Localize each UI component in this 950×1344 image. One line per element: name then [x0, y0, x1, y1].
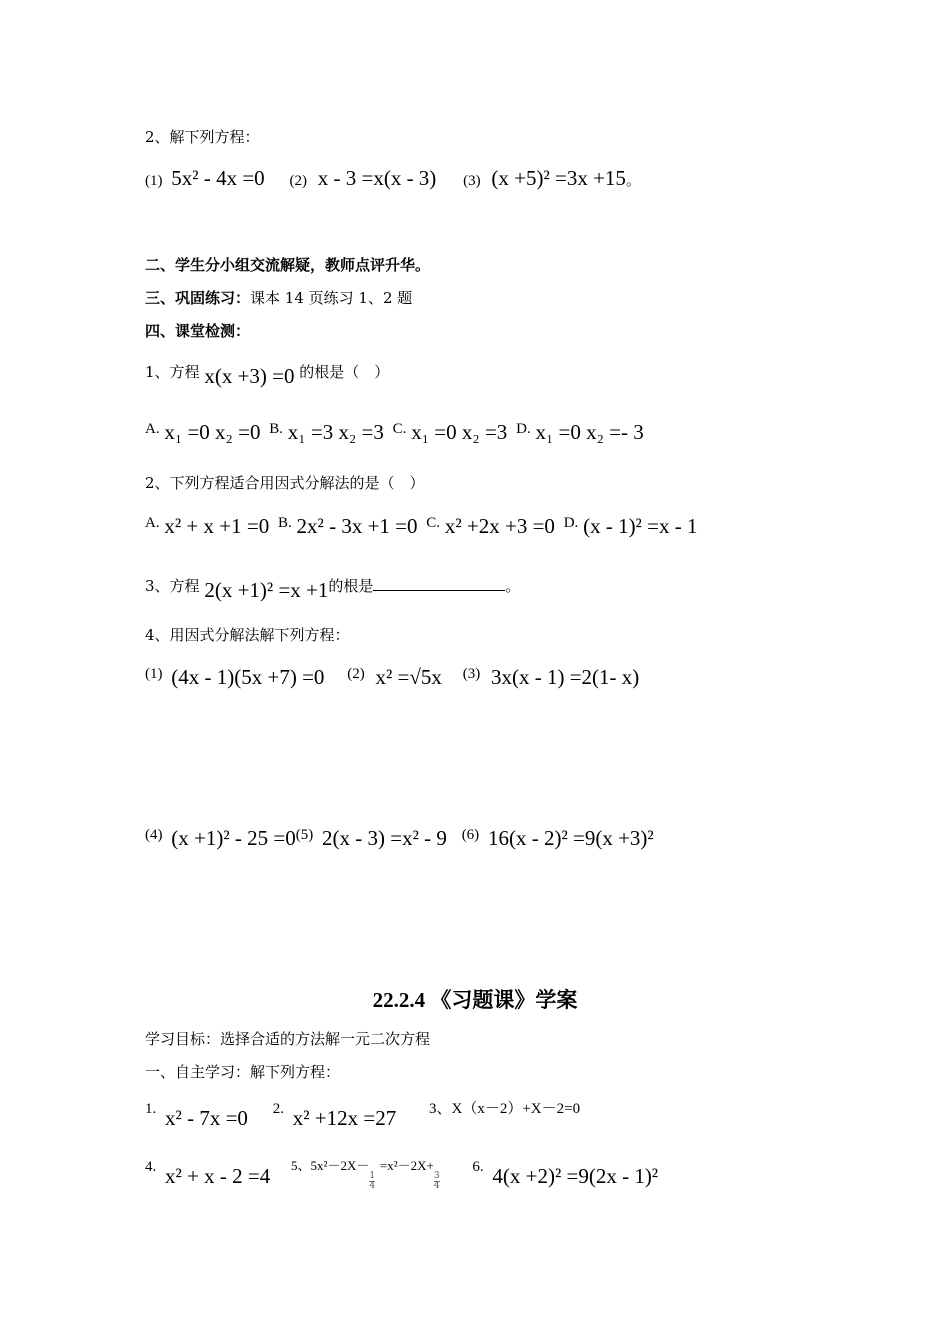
option-equation: x₁ =0 x₂ =3 — [411, 420, 508, 444]
option-label: A. — [145, 421, 160, 437]
option-equation: x² + x +1 =0 — [164, 514, 270, 538]
page-title: 22.2.4 《习题课》学案 — [372, 988, 578, 1012]
item-label: 4. — [145, 1159, 157, 1175]
option-equation: 2x² - 3x +1 =0 — [296, 514, 418, 538]
question-text: 1、方程 — [145, 363, 200, 381]
equation: x² - 7x =0 — [165, 1106, 248, 1130]
equation: (x +1)² - 25 =0 — [171, 826, 296, 850]
learning-goal: 学习目标：选择合适的方法解一元二次方程 — [145, 1030, 431, 1048]
test-question-3 — [145, 572, 521, 602]
item-label: 1. — [145, 1101, 157, 1117]
exercise-row-1 — [145, 1100, 581, 1130]
test-4-row-1 — [145, 665, 639, 690]
item-label: (2) — [289, 173, 307, 189]
section-2-heading: 二、学生分小组交流解疑，教师点评升华。 — [145, 256, 431, 274]
question-2-header: 2、解下列方程： — [145, 128, 260, 146]
test-question-4: 4、用因式分解法解下列方程： — [145, 626, 350, 644]
equation-row — [145, 166, 641, 191]
answer-blank[interactable] — [373, 576, 505, 591]
equation: 3x(x - 1) =2(1- x) — [490, 665, 640, 689]
section-3-line — [145, 289, 412, 307]
item-label: (1) — [145, 666, 163, 682]
fraction-numerator: 1 — [369, 1170, 376, 1181]
option-equation: (x - 1)² =x - 1 — [583, 514, 698, 538]
item-label: (6) — [461, 827, 480, 843]
question-text: 3、方程 — [145, 577, 200, 595]
question-text: 的根是（ ） — [299, 363, 390, 381]
equation: =x²－2X+ — [379, 1158, 434, 1173]
test-1-options — [145, 420, 644, 445]
fraction — [369, 1172, 375, 1191]
equation: (x +5)² =3x +15 — [491, 166, 626, 190]
fraction-denominator: 4 — [433, 1180, 440, 1191]
option-label: B. — [277, 515, 292, 531]
test-4-row-2 — [145, 826, 654, 851]
option-equation: x₁ =0 x₂ =0 — [164, 420, 261, 444]
item-label: (5) — [295, 827, 314, 843]
option-equation: x₁ =3 x₂ =3 — [287, 420, 384, 444]
fraction-denominator: 4 — [369, 1180, 376, 1191]
equation: 16(x - 2)² =9(x +3)² — [487, 826, 654, 850]
equation: 2(x - 3) =x² - 9 — [322, 826, 447, 850]
test-question-2: 2、下列方程适合用因式分解法的是（ ） — [145, 474, 425, 492]
fraction-numerator: 3 — [433, 1170, 440, 1181]
option-label: C. — [392, 421, 407, 437]
option-label: C. — [426, 515, 441, 531]
equation: 5x² - 4x =0 — [171, 166, 265, 190]
option-label: B. — [269, 421, 284, 437]
option-label: A. — [145, 515, 160, 531]
equation: x² + x - 2 =4 — [165, 1164, 271, 1188]
equation: x(x +3) =0 — [204, 364, 295, 388]
period: 。 — [505, 577, 521, 595]
item-label: 6. — [472, 1159, 484, 1175]
test-2-options — [145, 514, 697, 539]
option-label: D. — [563, 515, 579, 531]
equation: 4(x +2)² =9(2x - 1)² — [492, 1164, 659, 1188]
option-equation: x² +2x +3 =0 — [444, 514, 555, 538]
equation: 5、5x²－2X－ — [291, 1158, 370, 1173]
item-label: (1) — [145, 173, 163, 189]
test-question-1 — [145, 358, 390, 388]
section-4-heading: 四、课堂检测： — [145, 322, 251, 340]
period: 。 — [625, 173, 641, 189]
item-label: (3) — [462, 666, 481, 682]
item-label: (3) — [463, 173, 481, 189]
equation: 2(x +1)² =x +1 — [204, 578, 329, 602]
question-text: 的根是 — [328, 577, 374, 595]
item-label: 2. — [272, 1101, 284, 1117]
equation: x² +12x =27 — [292, 1106, 397, 1130]
exercise-row-2 — [145, 1158, 659, 1191]
self-study-heading: 一、自主学习：解下列方程： — [145, 1063, 341, 1081]
equation: (4x - 1)(5x +7) =0 — [171, 665, 325, 689]
option-label: D. — [516, 421, 531, 437]
equation: 3、X（x－2）+X－2=0 — [429, 1101, 581, 1117]
fraction — [434, 1172, 440, 1191]
item-label: (4) — [145, 827, 163, 843]
equation: x - 3 =x(x - 3) — [317, 166, 437, 190]
section-3-text: 课本 14 页练习 1、2 题 — [250, 289, 413, 307]
option-equation: x₁ =0 x₂ =- 3 — [535, 420, 644, 444]
equation: x² =√5x — [375, 665, 442, 689]
section-3-heading: 三、巩固练习： — [145, 289, 251, 307]
item-label: (2) — [347, 666, 365, 682]
